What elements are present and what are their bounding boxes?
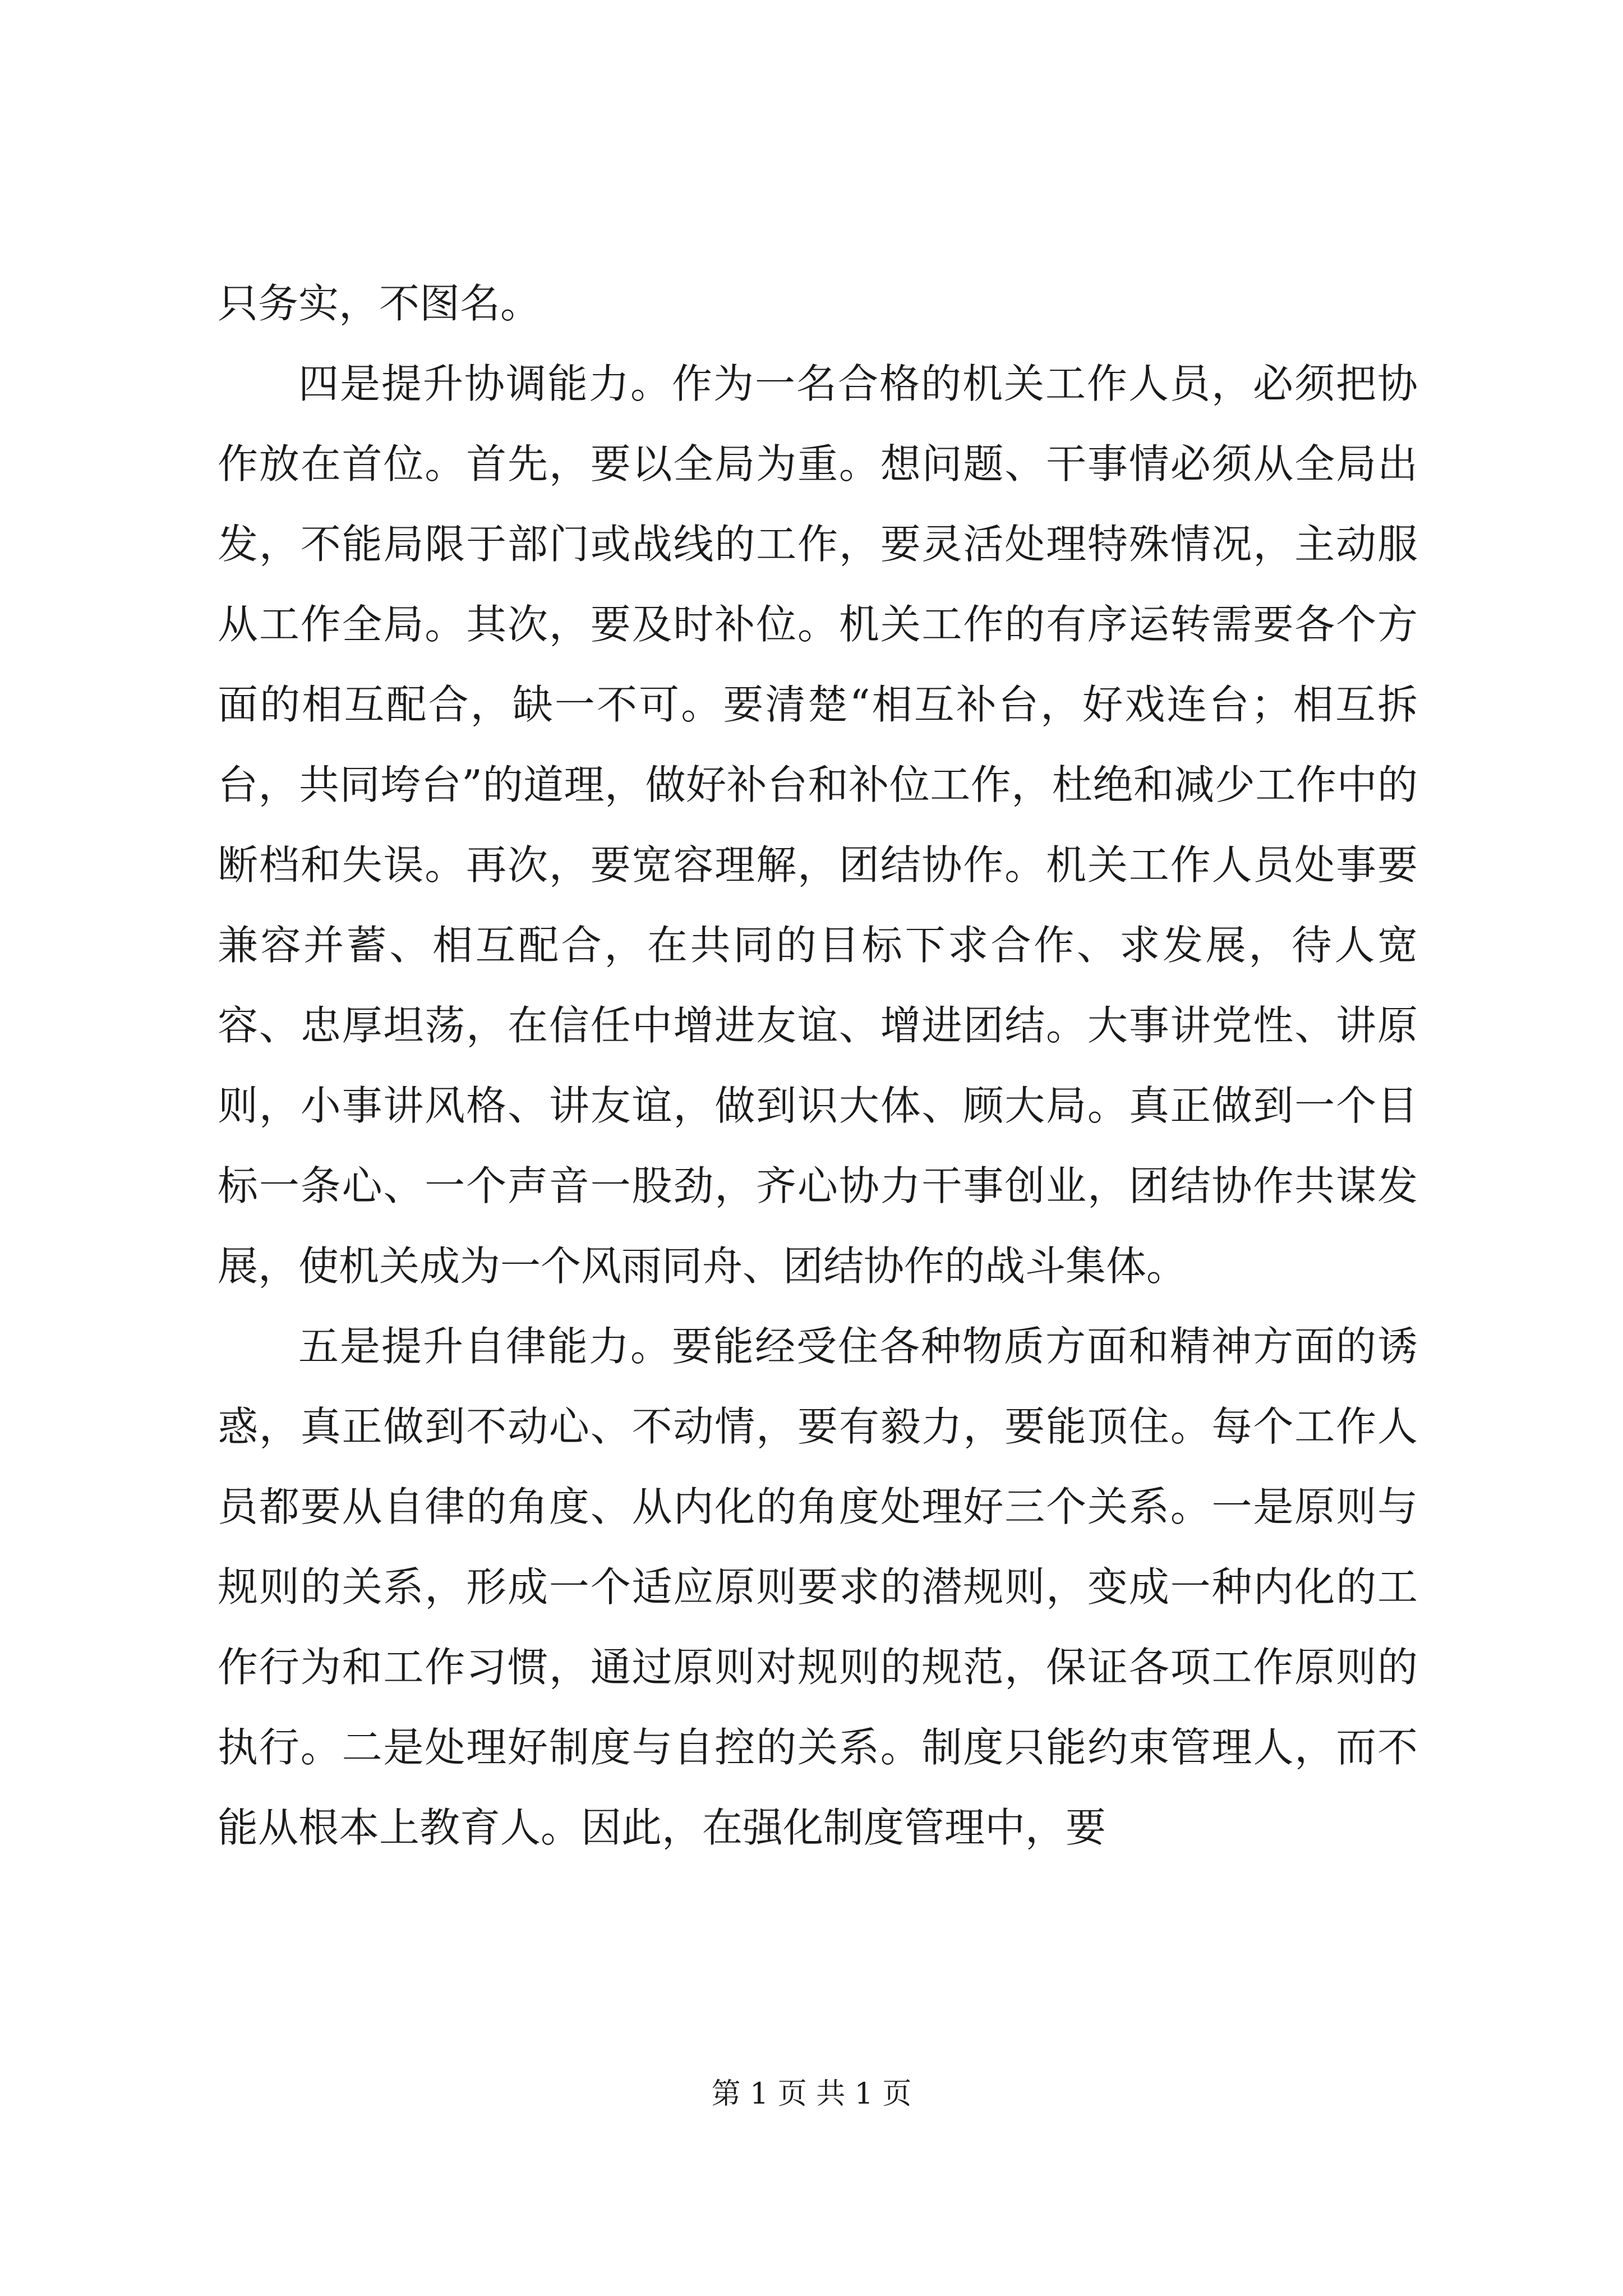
paragraph-1: 只务实，不图名。 [218,280,541,327]
document-body [218,264,1418,1868]
paragraph-3: 五是提升自律能力。要能经受住各种物质方面和精神方面的诱惑，真正做到不动心、不动情，要有毅力，要能顶住。每个工作人员都要从自律的角度、从内化的角度处理好三个关系。一是原则与规则的关系，形成一个适应原则要求的潜规则，变成一种内化的工作行为和工作习惯，通过原则对规则的规范，保证各项工作原则的执行。二是处理好制度与自控的关系。制度只能约束管理人，而不能从根本上教育人。因此，在强化制度管理中，要 [218,1323,1418,1851]
page-number-label: 第 1 页 共 1 页 [711,2077,912,2111]
paragraph-2: 四是提升协调能力。作为一名合格的机关工作人员，必须把协作放在首位。首先，要以全局为重。想问题、干事情必须从全局出发，不能局限于部门或战线的工作，要灵活处理特殊情况，主动服从工作全局。其次，要及时补位。机关工作的有序运转需要各个方面的相互配合，缺一不可。要清楚“相互补台，好戏连台；相互拆台，共同垮台”的道理，做好补台和补位工作，杜绝和减少工作中的断档和失误。再次，要宽容理解，团结协作。机关工作人员处事要兼容并蓄、相互配合，在共同的目标下求合作、求发展，待人宽容、忠厚坦荡，在信任中增进友谊、增进团结。大事讲党性、讲原则，小事讲风格、讲友谊，做到识大体、顾大局。真正做到一个目标一条心、一个声音一股劲，齐心协力干事创业，团结协作共谋发展，使机关成为一个风雨同舟、团结协作的战斗集体。 [218,360,1418,1290]
page-footer [0,2070,1623,2112]
